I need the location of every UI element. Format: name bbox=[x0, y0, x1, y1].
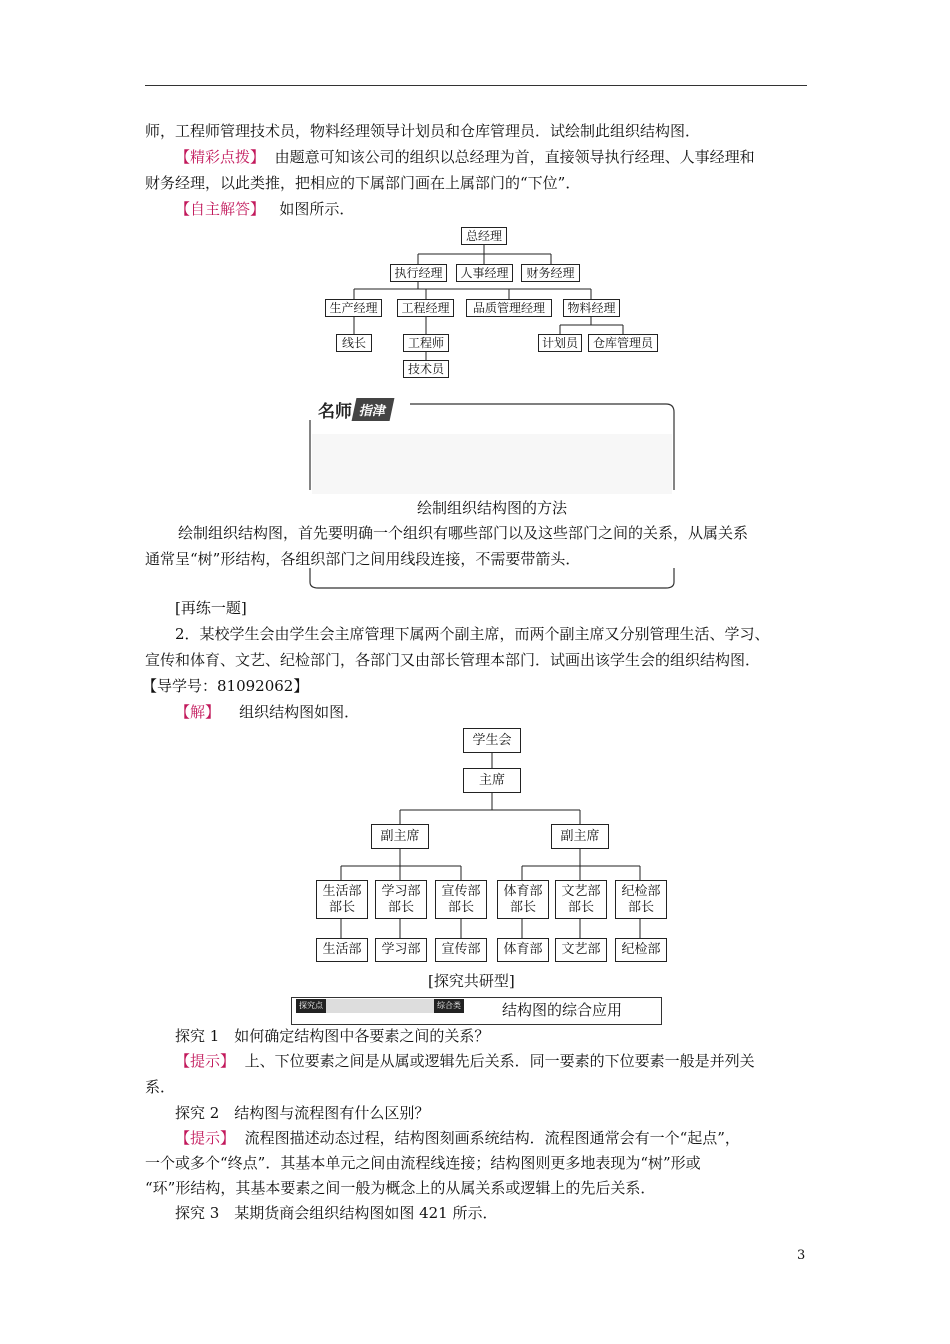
tip-body-2: 通常呈“树”形结构，各组织部门之间用线段连接，不需要带箭头． bbox=[145, 550, 581, 568]
head-title-label: 部长 bbox=[627, 899, 654, 915]
head-title-label: 部长 bbox=[387, 899, 414, 915]
hint-tag: 【精彩点拨】 bbox=[175, 148, 266, 166]
hint-text: 流程图描述动态过程，结构图刻画系统结构．流程图通常会有一个“起点”， bbox=[244, 1129, 740, 1147]
head-title-label: 部长 bbox=[509, 899, 536, 915]
hint-tag: 【提示】 bbox=[175, 1129, 236, 1147]
node-head-sports bbox=[497, 880, 549, 919]
node-finance-manager: 财务经理 bbox=[521, 264, 580, 282]
tip-banner-text: 名师 bbox=[318, 401, 352, 422]
explore-title: 结构图的综合应用 bbox=[502, 1001, 623, 1019]
node-dept-study: 学习部 bbox=[375, 938, 427, 962]
study-number: 【导学号：81092062】 bbox=[142, 677, 309, 695]
head-dept-label: 学习部 bbox=[381, 883, 421, 899]
solution-text: 组织结构图如图． bbox=[239, 703, 360, 721]
problem-text: 师，工程师管理技术员，物料经理领导计划员和仓库管理员．试绘制此组织结构图． bbox=[145, 122, 701, 140]
hint-2-line-1 bbox=[175, 1050, 755, 1072]
explore-banner-bar bbox=[296, 999, 461, 1013]
hint-line-2: 财务经理，以此类推，把相应的下属部门画在上属部门的“下位”． bbox=[145, 174, 581, 192]
node-warehouse-keeper: 仓库管理员 bbox=[588, 334, 658, 352]
hint-3-line-1 bbox=[175, 1127, 740, 1149]
node-dept-discipline: 纪检部 bbox=[615, 938, 667, 962]
node-dept-arts: 文艺部 bbox=[555, 938, 607, 962]
node-head-publicity bbox=[435, 880, 487, 919]
node-vice-chair-2: 副主席 bbox=[551, 824, 609, 849]
node-production-manager: 生产经理 bbox=[325, 299, 382, 317]
node-dept-publicity: 宣传部 bbox=[435, 938, 487, 962]
tip-title: 绘制组织结构图的方法 bbox=[416, 499, 567, 517]
head-title-label: 部长 bbox=[328, 899, 355, 915]
head-dept-label: 宣传部 bbox=[441, 883, 481, 899]
explore-banner-left: 探究点 bbox=[296, 999, 326, 1013]
question-2-line-2: 宣传和体育、文艺、纪检部门，各部门又由部长管理本部门．试画出该学生会的组织结构图． bbox=[145, 651, 761, 669]
node-materials-manager: 物料经理 bbox=[563, 299, 620, 317]
explore-2: 探究 2 结构图与流程图有什么区别？ bbox=[175, 1104, 430, 1122]
tip-body-1: 绘制组织结构图，首先要明确一个组织有哪些部门以及这些部门之间的关系，从属关系 bbox=[178, 524, 749, 542]
node-dept-living: 生活部 bbox=[316, 938, 368, 962]
node-quality-manager: 品质管理经理 bbox=[466, 299, 552, 317]
explore-1: 探究 1 如何确定结构图中各要素之间的关系？ bbox=[175, 1027, 490, 1045]
node-general-manager: 总经理 bbox=[461, 227, 507, 245]
node-line-leader: 线长 bbox=[336, 334, 372, 352]
node-chair: 主席 bbox=[463, 768, 521, 793]
explore-heading: [探究共研型] bbox=[428, 972, 515, 990]
tip-banner-badge: 指津 bbox=[352, 398, 395, 421]
node-vice-chair-1: 副主席 bbox=[371, 824, 429, 849]
hint-3-line-2: 一个或多个“终点”．其基本单元之间由流程线连接；结构图则更多地表现为“树”形或 bbox=[145, 1154, 701, 1172]
head-dept-label: 文艺部 bbox=[561, 883, 601, 899]
head-dept-label: 体育部 bbox=[503, 883, 543, 899]
head-title-label: 部长 bbox=[447, 899, 474, 915]
node-student-union: 学生会 bbox=[463, 728, 521, 753]
node-planner: 计划员 bbox=[538, 334, 582, 352]
head-dept-label: 纪检部 bbox=[621, 883, 661, 899]
head-dept-label: 生活部 bbox=[322, 883, 362, 899]
answer-text: 如图所示． bbox=[279, 200, 355, 218]
explore-3: 探究 3 某期货商会组织结构图如图 421 所示． bbox=[175, 1204, 498, 1222]
explore-banner-right: 综合类 bbox=[434, 999, 464, 1013]
question-2-line-1: 2．某校学生会由学生会主席管理下属两个副主席，而两个副主席又分别管理生活、学习、 bbox=[175, 625, 770, 643]
head-title-label: 部长 bbox=[567, 899, 594, 915]
node-exec-manager: 执行经理 bbox=[390, 264, 447, 282]
hint-text: 上、下位要素之间是从属或逻辑先后关系．同一要素的下位要素一般是并列关 bbox=[244, 1052, 755, 1070]
page-number: 3 bbox=[797, 1248, 806, 1263]
node-hr-manager: 人事经理 bbox=[456, 264, 513, 282]
solution-tag: 【解】 bbox=[175, 703, 221, 721]
node-head-arts bbox=[555, 880, 607, 919]
answer-tag: 【自主解答】 bbox=[175, 200, 266, 218]
explore-banner bbox=[291, 997, 662, 1025]
node-engineering-manager: 工程经理 bbox=[397, 299, 454, 317]
node-dept-sports: 体育部 bbox=[497, 938, 549, 962]
hint-2-line-2: 系． bbox=[145, 1078, 176, 1096]
hint-3-line-3: “环”形结构，其基本要素之间一般为概念上的从属关系或逻辑上的先后关系． bbox=[145, 1179, 656, 1197]
node-head-discipline bbox=[615, 880, 667, 919]
hint-text: 由题意可知该公司的组织以总经理为首，直接领导执行经理、人事经理和 bbox=[274, 148, 755, 166]
node-head-study bbox=[375, 880, 427, 919]
node-technician: 技术员 bbox=[403, 360, 449, 378]
practice-heading: [再练一题] bbox=[175, 599, 247, 617]
node-head-living bbox=[316, 880, 368, 919]
node-engineer: 工程师 bbox=[403, 334, 449, 352]
hint-tag: 【提示】 bbox=[175, 1052, 236, 1070]
